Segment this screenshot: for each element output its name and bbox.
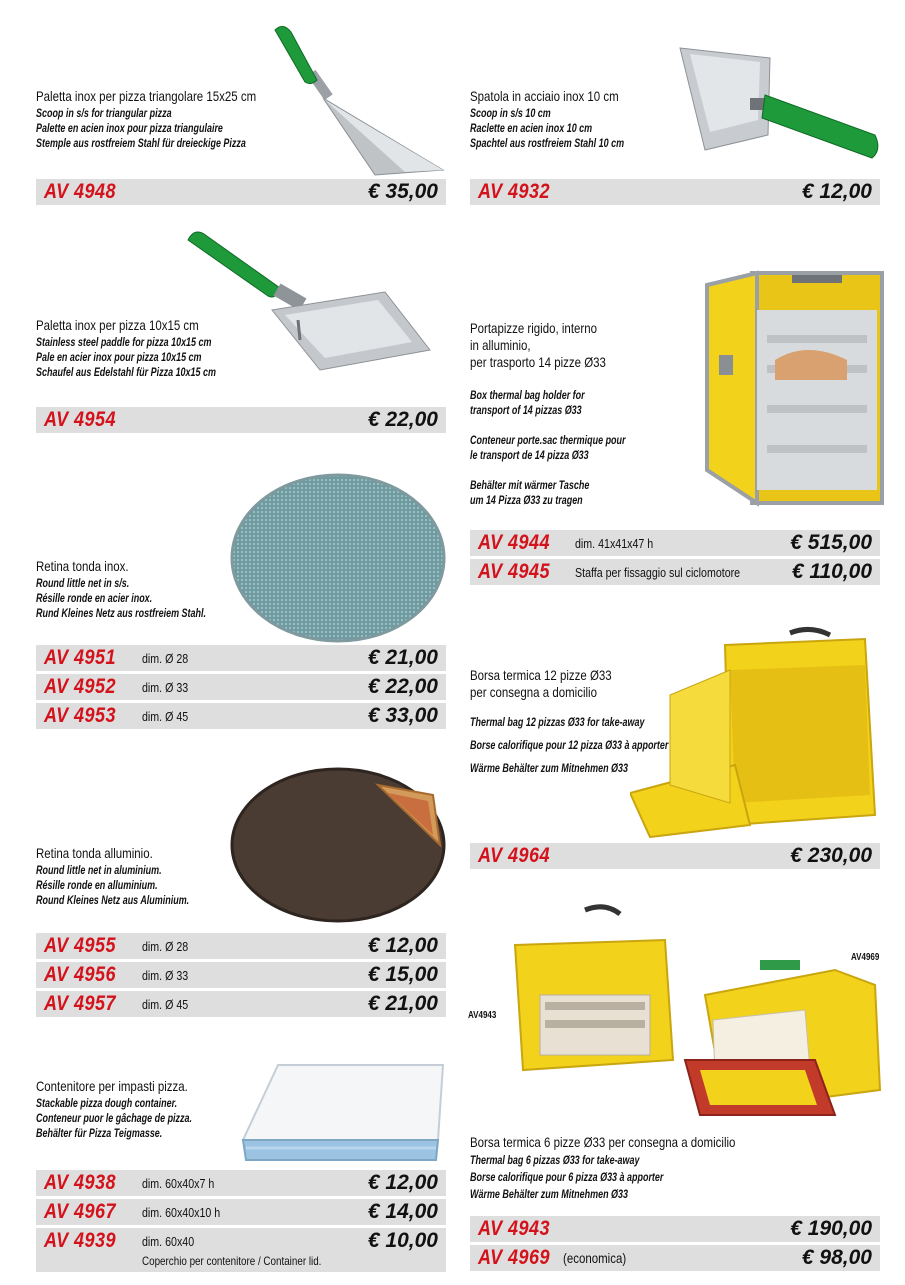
product-title-container: Contenitore per impasti pizza.	[36, 1078, 188, 1094]
thermal-bags-6-image	[505, 900, 890, 1125]
product-title-spatula: Spatola in acciaio inox 10 cm	[470, 88, 619, 104]
product-description-de: Behälter mit wärmer Tasche um 14 Pizza Ø33 zu tragen	[470, 480, 590, 507]
price-row	[36, 674, 446, 700]
product-code: AV 4964	[478, 844, 550, 867]
price-row	[36, 1228, 446, 1272]
price-row	[36, 179, 446, 205]
product-dimension: dim. Ø 33	[142, 680, 189, 695]
product-price: € 515,00	[790, 531, 872, 554]
product-title-triangular-paddle: Paletta inox per pizza triangolare 15x25 cm	[36, 88, 257, 104]
product-dimension: dim. 60x40x7 h	[142, 1176, 215, 1191]
product-code: AV 4957	[44, 992, 116, 1015]
product-code: AV 4969	[478, 1246, 550, 1269]
product-price: € 21,00	[367, 992, 438, 1015]
product-description: Scoop in s/s 10 cm Raclette en acien inox 10 cm Spachtel aus rostfreiem Stahl 10 cm	[470, 108, 625, 150]
product-price: € 22,00	[367, 408, 438, 431]
product-title-bag-12: Borsa termica 12 pizze Ø33 per consegna a domicilio	[470, 667, 612, 700]
price-row	[470, 530, 880, 556]
product-code: AV 4938	[44, 1171, 116, 1194]
product-variant: (economica)	[563, 1250, 627, 1266]
price-row	[36, 991, 446, 1017]
price-row	[36, 933, 446, 959]
price-row	[36, 407, 446, 433]
price-row	[36, 703, 446, 729]
price-row	[470, 559, 880, 585]
product-price: € 12,00	[367, 934, 438, 957]
product-dimension: dim. 41x41x47 h	[575, 536, 654, 551]
product-title-rect-paddle: Paletta inox per pizza 10x15 cm	[36, 317, 199, 333]
product-description: Scoop in s/s for triangular pizza Palette en acien inox pour pizza triangulaire Stemple aus rostfreiem Stahl für dreieckige Pizza	[36, 108, 246, 150]
pizza-box-holder-image	[697, 265, 887, 520]
product-code: AV 4944	[478, 531, 550, 554]
rectangular-paddle-image	[180, 220, 440, 380]
product-dimension: dim. Ø 33	[142, 968, 189, 983]
product-code: AV 4943	[478, 1217, 550, 1240]
product-dimension: dim. 60x40	[142, 1234, 195, 1249]
product-price: € 190,00	[790, 1217, 872, 1240]
product-code: AV 4967	[44, 1200, 116, 1223]
product-description: Stainless steel paddle for pizza 10x15 cm Pale en acier inox pour pizza 10x15 cm Schaufel aus Edelstahl für Pizza 10x15 cm	[36, 337, 216, 379]
product-title-bag-6: Borsa termica 6 pizze Ø33 per consegna a domicilio	[470, 1134, 736, 1150]
product-code: AV 4955	[44, 934, 116, 957]
product-title-steel-net: Retina tonda inox.	[36, 558, 129, 574]
product-price: € 21,00	[367, 646, 438, 669]
price-row	[36, 1199, 446, 1225]
product-price: € 12,00	[801, 180, 872, 203]
product-code: AV 4948	[44, 180, 116, 203]
product-price: € 33,00	[367, 704, 438, 727]
dough-container-image	[238, 1060, 448, 1165]
product-dimension: dim. 60x40x10 h	[142, 1205, 221, 1220]
product-price: € 22,00	[367, 675, 438, 698]
product-dimension: dim. Ø 28	[142, 939, 189, 954]
product-price: € 15,00	[367, 963, 438, 986]
mesh-screen-image	[228, 470, 448, 645]
spatula-image	[650, 40, 885, 175]
product-code: AV 4956	[44, 963, 116, 986]
image-label-av4943: AV4943	[468, 1010, 497, 1021]
price-row	[470, 1216, 880, 1242]
product-dimension: dim. Ø 45	[142, 997, 189, 1012]
image-label-av4969: AV4969	[851, 952, 880, 963]
product-price: € 110,00	[791, 560, 872, 583]
product-description: Round little net in aluminium. Résille ronde en alluminium. Round Kleines Netz aus Aluminium.	[36, 865, 190, 907]
product-code: AV 4952	[44, 675, 116, 698]
product-description: Thermal bag 6 pizzas Ø33 for take-away Borse calorifique pour 6 pizza Ø33 à apporter Wärme Behälter zum Mitnehmen Ø33	[470, 1155, 664, 1201]
price-row	[36, 962, 446, 988]
product-title-box-holder: Portapizze rigido, interno in alluminio, per trasporto 14 pizze Ø33	[470, 320, 606, 370]
product-code: AV 4951	[44, 646, 116, 669]
product-code: AV 4953	[44, 704, 116, 727]
aluminium-net-image	[228, 765, 448, 925]
price-row	[470, 179, 880, 205]
product-price: € 12,00	[367, 1171, 438, 1194]
product-price: € 35,00	[367, 180, 438, 203]
product-price: € 14,00	[367, 1200, 438, 1223]
product-dimension: dim. Ø 28	[142, 651, 189, 666]
product-dimension: dim. Ø 45	[142, 709, 189, 724]
product-code: AV 4945	[478, 560, 550, 583]
product-description: Stackable pizza dough container. Conteneur puor le gâchage de pizza. Behälter für Pizza Teigmasse.	[36, 1098, 193, 1140]
product-description: Round little net in s/s. Résille ronde en acier inox. Rund Kleines Netz aus rostfreiem Stahl.	[36, 578, 206, 620]
price-row	[470, 1245, 880, 1271]
product-title-aluminium-net: Retina tonda alluminio.	[36, 845, 153, 861]
price-row	[36, 1170, 446, 1196]
product-price: € 98,00	[801, 1246, 872, 1269]
price-row	[36, 645, 446, 671]
product-code: AV 4932	[478, 180, 550, 203]
product-description-fr: Conteneur porte.sac thermique pour le transport de 14 pizza Ø33	[470, 435, 626, 462]
product-note: Coperchio per contenitore / Container lid.	[142, 1254, 322, 1268]
product-description: Thermal bag 12 pizzas Ø33 for take-away Borse calorifique pour 12 pizza Ø33 à apporter Wärme Behälter zum Mitnehmen Ø33	[470, 717, 669, 775]
product-description-en: Box thermal bag holder for transport of 14 pizzas Ø33	[470, 390, 585, 417]
product-code: AV 4954	[44, 408, 116, 431]
product-code: AV 4939	[44, 1229, 116, 1252]
product-price: € 230,00	[790, 844, 872, 867]
product-note: Staffa per fissaggio sul ciclomotore	[575, 565, 741, 580]
product-price: € 10,00	[367, 1229, 438, 1252]
price-row	[470, 843, 880, 869]
